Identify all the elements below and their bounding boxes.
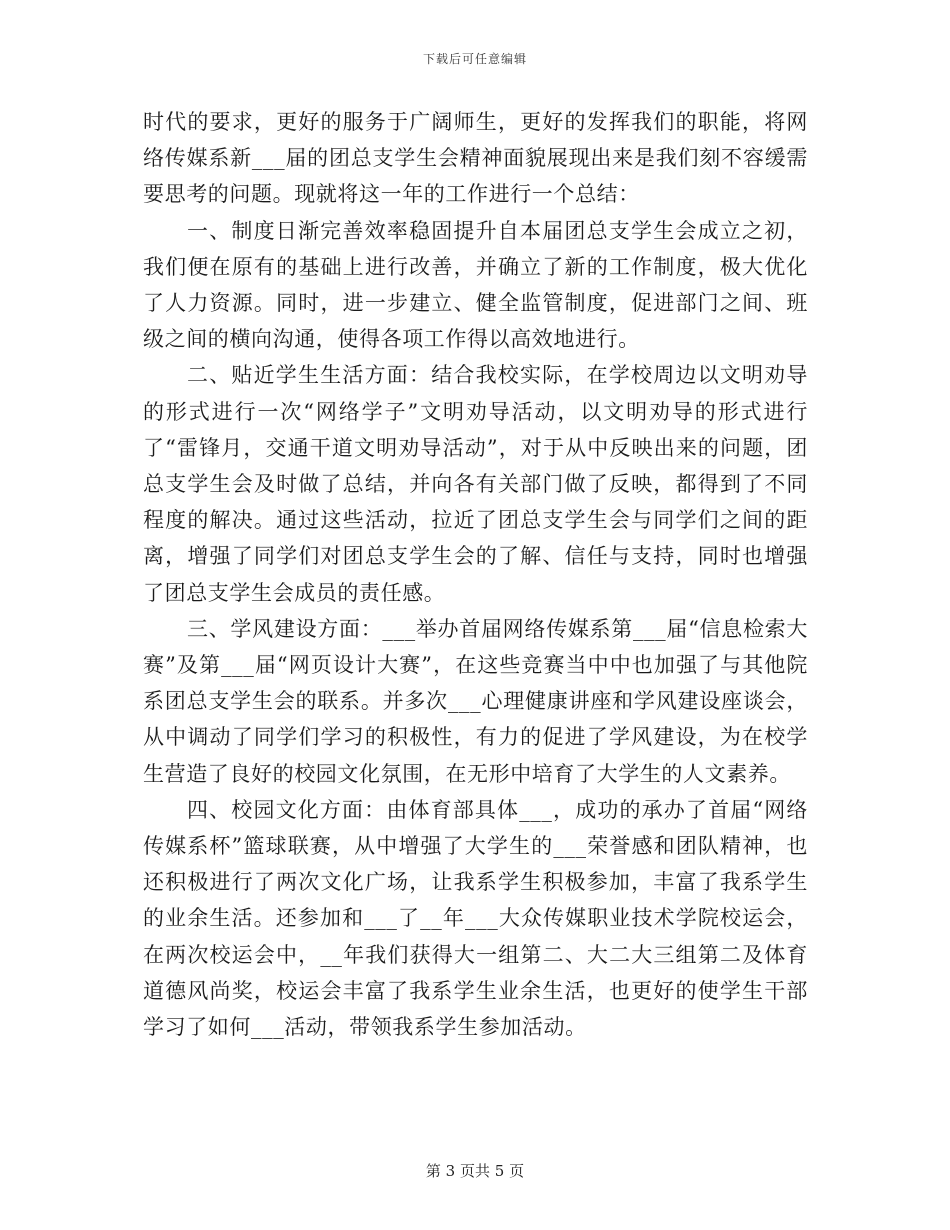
- paragraph-intro: 时代的要求，更好的服务于广阔师生，更好的发挥我们的职能，将网络传媒系新___届的团总支学生会精神面貌展现出来是我们刻不容缓需要思考的问题。现就将这一年的工作进行一个总结：: [143, 110, 808, 207]
- page-header: 下载后可任意编辑: [422, 52, 527, 66]
- paragraph-student-life: 二、贴近学生生活方面：结合我校实际，在学校周边以文明劝导的形式进行一次“网络学子”文明劝导活动，以文明劝导的形式进行了“雷锋月，交通干道文明劝导活动”，对于从中反映出来的问题，团总支学生会及时做了总结，并向各有关部门做了反映，都得到了不同程度的解决。通过这些活动，拉近了团总支学生会与同学们之间的距离，增强了同学们对团总支学生会的了解、信任与支持，同时也增强了团总支学生会成员的责任感。: [143, 363, 808, 605]
- document-body: [143, 104, 808, 1045]
- paragraph-system: 一、制度日渐完善效率稳固提升自本届团总支学生会成立之初，我们便在原有的基础上进行改善，并确立了新的工作制度，极大优化了人力资源。同时，进一步建立、健全监管制度，促进部门之间、班级之间的横向沟通，使得各项工作得以高效地进行。: [143, 218, 808, 352]
- paragraph-campus-culture: 四、校园文化方面：由体育部具体___，成功的承办了首届“网络传媒系杯”篮球联赛，从中增强了大学生的___荣誉感和团队精神，也还积极进行了两次文化广场，让我系学生积极参加，丰富了我系学生的业余生活。还参加和___了__年___大众传媒职业技术学院校运会，在两次校运会中，__年我们获得大一组第二、大二大三组第二及体育道德风尚奖，校运会丰富了我系学生业余生活，也更好的使学生干部学习了如何___活动，带领我系学生参加活动。: [143, 797, 808, 1040]
- page-number: 第 3 页共 5 页: [425, 1162, 525, 1180]
- paragraph-study-style: 三、学风建设方面：___举办首届网络传媒系第___届“信息检索大赛”及第___届“网页设计大赛”，在这些竞赛当中中也加强了与其他院系团总支学生会的联系。并多次___心理健康讲座和学风建设座谈会，从中调动了同学们学习的积极性，有力的促进了学风建设，为在校学生营造了良好的校园文化氛围，在无形中培育了大学生的人文素养。: [143, 616, 808, 786]
